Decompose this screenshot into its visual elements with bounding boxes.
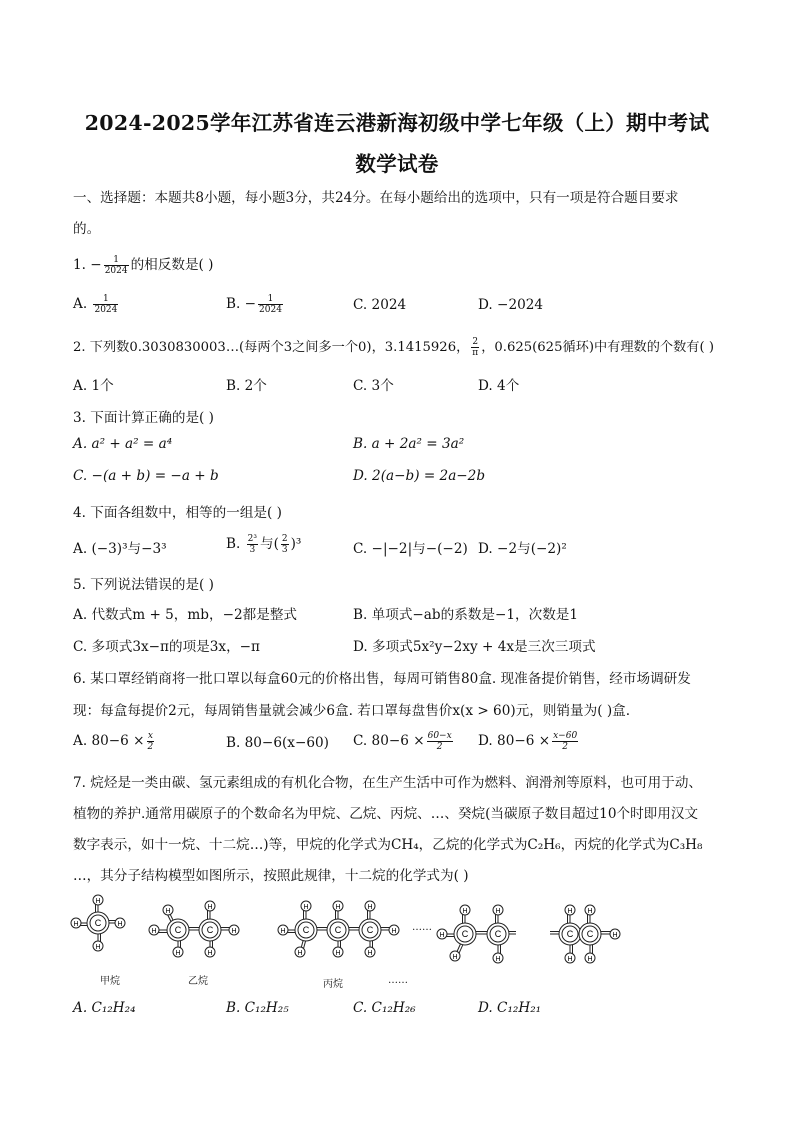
hydrogen-atom bbox=[437, 929, 447, 939]
question-4-stem: 4. 下面各组数中，相等的一组是( ) bbox=[73, 505, 282, 521]
question-4-option-d[interactable]: D. −2与(−2)² bbox=[478, 541, 567, 557]
question-6-option-b[interactable]: B. 80−6(x−60) bbox=[226, 735, 329, 751]
question-7-option-c[interactable]: C. C₁₂H₂₆ bbox=[353, 1000, 416, 1016]
question-7-option-a[interactable]: A. C₁₂H₂₄ bbox=[73, 1000, 136, 1016]
svg-text:H: H bbox=[391, 928, 397, 935]
question-7-stem-line4: …，其分子结构模型如图所示，按照此规律，十二烷的化学式为( ) bbox=[73, 868, 469, 884]
question-1-option-a[interactable]: A. $\frac{1}{2024}$ bbox=[73, 294, 118, 315]
svg-text:H: H bbox=[367, 950, 373, 957]
question-2-option-a[interactable]: A. 1个 bbox=[73, 378, 114, 394]
hydrogen-atom bbox=[585, 905, 595, 915]
question-5-option-d[interactable]: D. 多项式5x²y−2xy + 4x是三次三项式 bbox=[353, 639, 596, 655]
question-5-option-a[interactable]: A. 代数式m + 5，mb，−2都是整式 bbox=[73, 607, 298, 623]
svg-text:H: H bbox=[73, 921, 79, 928]
question-7-stem-line1: 7. 烷烃是一类由碳、氢元素组成的有机化合物，在生产生活中可作为燃料、润滑剂等原料，也可用于动、 bbox=[73, 775, 703, 791]
svg-text:H: H bbox=[303, 904, 309, 911]
hydrogen-atom bbox=[610, 929, 620, 939]
question-4-option-b[interactable]: B. $\frac{\text{2³}}{3}$ 与( $\frac{2}{3}$ )³ bbox=[226, 534, 302, 555]
carbon-atom bbox=[579, 923, 601, 945]
svg-text:C: C bbox=[494, 929, 502, 939]
svg-text:H: H bbox=[335, 950, 341, 957]
question-1-option-b[interactable]: B. − $\frac{1}{2024}$ bbox=[226, 294, 282, 315]
carbon-atom bbox=[199, 919, 221, 941]
svg-text:H: H bbox=[117, 921, 123, 928]
svg-text:H: H bbox=[462, 908, 468, 915]
hydrogen-atom bbox=[333, 947, 343, 957]
hydrogen-atom bbox=[493, 953, 503, 963]
svg-text:H: H bbox=[452, 954, 458, 961]
svg-text:H: H bbox=[335, 904, 341, 911]
carbon-atom bbox=[454, 923, 476, 945]
svg-text:H: H bbox=[280, 928, 286, 935]
hydrogen-atom bbox=[93, 941, 103, 951]
question-6-option-a[interactable]: A. 80−6 × $\frac{x}{2}$ bbox=[73, 731, 154, 752]
hydrogen-atom bbox=[450, 951, 460, 961]
svg-text:H: H bbox=[587, 908, 593, 915]
hydrogen-atom bbox=[365, 947, 375, 957]
hydrogen-atom bbox=[585, 953, 595, 963]
svg-text:H: H bbox=[151, 928, 157, 935]
question-3-option-b[interactable]: B. a + 2a² = 3a² bbox=[353, 436, 465, 452]
svg-text:H: H bbox=[297, 950, 303, 957]
section-instructions: 一、选择题：本题共8小题，每小题3分，共24分。在每小题给出的选项中，只有一项是符合题目要求 bbox=[73, 190, 679, 206]
section-instructions-cont: 的。 bbox=[73, 221, 101, 237]
question-1-option-d[interactable]: D. −2024 bbox=[478, 297, 544, 313]
svg-text:C: C bbox=[174, 925, 182, 935]
svg-text:H: H bbox=[367, 904, 373, 911]
exam-subtitle: 数学试卷 bbox=[355, 152, 439, 176]
carbon-atom bbox=[559, 923, 581, 945]
hydrogen-atom bbox=[149, 925, 159, 935]
svg-text:H: H bbox=[207, 950, 213, 957]
svg-text:C: C bbox=[94, 918, 102, 928]
svg-text:H: H bbox=[95, 898, 101, 905]
question-7-option-b[interactable]: B. C₁₂H₂₅ bbox=[226, 1000, 289, 1016]
hydrogen-atom bbox=[295, 947, 305, 957]
question-4-option-c[interactable]: C. −|−2|与−(−2) bbox=[353, 541, 468, 557]
question-5-option-c[interactable]: C. 多项式3x−π的项是3x，−π bbox=[73, 639, 260, 655]
svg-text:H: H bbox=[95, 944, 101, 951]
question-2-option-b[interactable]: B. 2个 bbox=[226, 378, 267, 394]
carbon-atom bbox=[359, 919, 381, 941]
svg-text:H: H bbox=[567, 956, 573, 963]
svg-text:H: H bbox=[207, 904, 213, 911]
svg-text:H: H bbox=[587, 956, 593, 963]
hydrogen-atom bbox=[173, 947, 183, 957]
hydrogen-atom bbox=[278, 925, 288, 935]
hydrogen-atom bbox=[205, 901, 215, 911]
hydrogen-atom bbox=[229, 925, 239, 935]
hydrogen-atom bbox=[93, 895, 103, 905]
figure-label-ethane: 乙烷 bbox=[188, 976, 208, 987]
hydrogen-atom bbox=[365, 901, 375, 911]
hydrogen-atom bbox=[389, 925, 399, 935]
figure-ellipsis-mid: …… bbox=[412, 922, 432, 933]
hydrogen-atom bbox=[115, 918, 125, 928]
question-1-option-c[interactable]: C. 2024 bbox=[353, 297, 407, 313]
svg-text:C: C bbox=[366, 925, 374, 935]
carbon-atom bbox=[327, 919, 349, 941]
question-3-option-c[interactable]: C. −(a + b) = −a + b bbox=[73, 468, 219, 484]
question-7-stem-line3: 数字表示，如十一烷、十二烷…)等，甲烷的化学式为CH₄，乙烷的化学式为C₂H₆，丙烷的化学式为C₃H₈ bbox=[73, 837, 703, 853]
hydrogen-atom bbox=[205, 947, 215, 957]
question-6-stem-line2: 现：每盒每提价2元，每周销售量就会减少6盒. 若口罩每盘售价x(x > 60)元，则销量为( )盒. bbox=[73, 703, 631, 719]
figure-label-propane: 丙烷 bbox=[323, 979, 343, 990]
svg-text:C: C bbox=[566, 929, 574, 939]
question-7-stem-line2: 植物的养护.通常用碳原子的个数命名为甲烷、乙烷、丙烷、…、癸烷(当碳原子数目超过10个时即用汉文 bbox=[73, 806, 699, 822]
hydrogen-atom bbox=[71, 918, 81, 928]
svg-text:H: H bbox=[165, 908, 171, 915]
question-1-stem: 1. − $\frac{1}{2024}$ 的相反数是( ) bbox=[73, 255, 214, 276]
hydrogen-atom bbox=[460, 905, 470, 915]
carbon-atom bbox=[87, 912, 109, 934]
question-6-option-c[interactable]: C. 80−6 × $\frac{60-x}{2}$ bbox=[353, 731, 452, 752]
question-6-stem-line1: 6. 某口罩经销商将一批口罩以每盒60元的价格出售，每周可销售80盒. 现准备提价销售，经市场调研发 bbox=[73, 671, 691, 687]
exam-title: 2024-2025学年江苏省连云港新海初级中学七年级（上）期中考试 bbox=[84, 111, 710, 135]
hydrogen-atom bbox=[493, 905, 503, 915]
svg-text:C: C bbox=[206, 925, 214, 935]
question-4-option-a[interactable]: A. (−3)³与−3³ bbox=[73, 541, 167, 557]
svg-text:H: H bbox=[495, 956, 501, 963]
hydrogen-atom bbox=[163, 905, 173, 915]
svg-text:C: C bbox=[586, 929, 594, 939]
question-5-option-b[interactable]: B. 单项式−ab的系数是−1，次数是1 bbox=[353, 607, 579, 623]
svg-text:H: H bbox=[175, 950, 181, 957]
svg-text:H: H bbox=[439, 932, 445, 939]
question-5-stem: 5. 下列说法错误的是( ) bbox=[73, 577, 214, 593]
question-2-stem: 2. 下列数0.3030830003…(每两个3之间多一个0)，3.1415926， $\frac{2}{\pi}$ ，0.625(625循环)中有理数的个数有( ) bbox=[73, 337, 714, 358]
question-3-option-a[interactable]: A. a² + a² = a⁴ bbox=[73, 436, 173, 452]
svg-text:H: H bbox=[567, 908, 573, 915]
question-2-option-c[interactable]: C. 3个 bbox=[353, 378, 394, 394]
svg-text:C: C bbox=[461, 929, 469, 939]
svg-text:H: H bbox=[612, 932, 618, 939]
figure-label-methane: 甲烷 bbox=[100, 976, 120, 987]
question-3-stem: 3. 下面计算正确的是( ) bbox=[73, 410, 214, 426]
question-2-option-d[interactable]: D. 4个 bbox=[478, 378, 520, 394]
carbon-atom bbox=[487, 923, 509, 945]
svg-text:C: C bbox=[334, 925, 342, 935]
hydrogen-atom bbox=[301, 901, 311, 911]
figure-label-ellipsis: …… bbox=[388, 975, 408, 986]
question-7-option-d[interactable]: D. C₁₂H₂₁ bbox=[478, 1000, 542, 1016]
alkane-structure-figure bbox=[70, 888, 640, 988]
hydrogen-atom bbox=[565, 953, 575, 963]
hydrogen-atom bbox=[565, 905, 575, 915]
question-6-option-d[interactable]: D. 80−6 × $\frac{x-60}{2}$ bbox=[478, 731, 578, 752]
question-3-option-d[interactable]: D. 2(a−b) = 2a−2b bbox=[353, 468, 486, 484]
carbon-atom bbox=[295, 919, 317, 941]
carbon-atom bbox=[167, 919, 189, 941]
svg-text:H: H bbox=[495, 908, 501, 915]
svg-text:H: H bbox=[231, 928, 237, 935]
hydrogen-atom bbox=[333, 901, 343, 911]
svg-text:C: C bbox=[302, 925, 310, 935]
